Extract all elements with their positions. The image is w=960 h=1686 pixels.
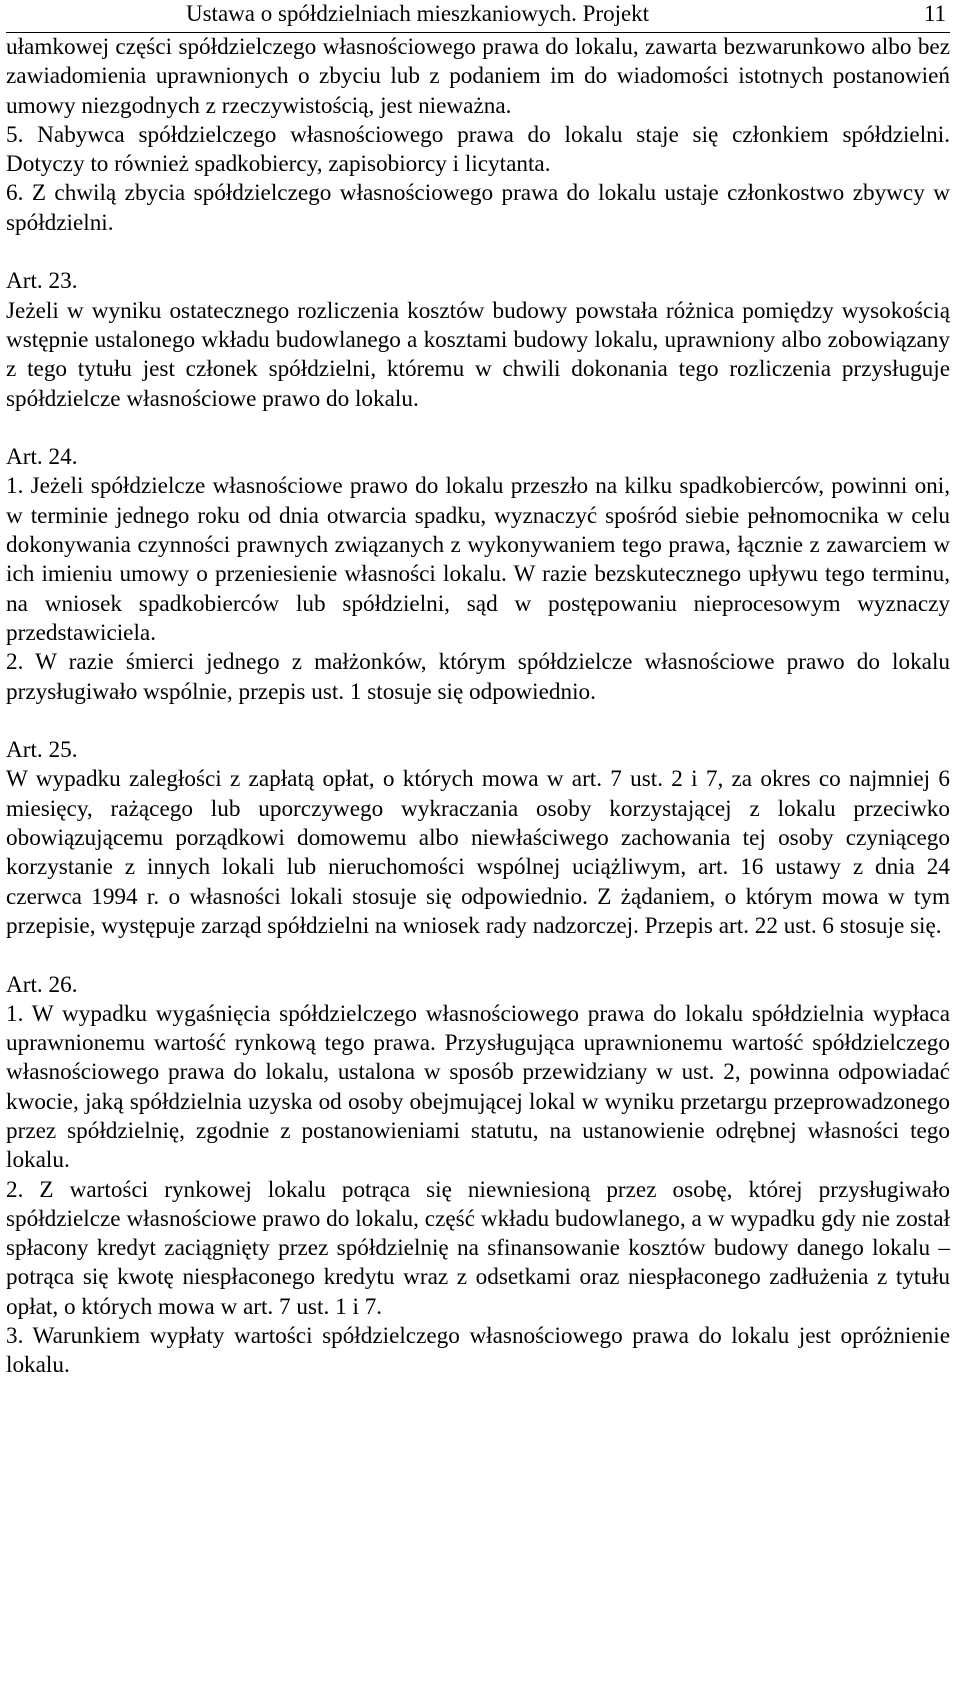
article-23-text: Jeżeli w wyniku ostatecznego rozliczenia kosztów budowy powstała różnica pomiędzy wysokością wstępnie ustalonego wkładu budowlanego a kosztami budowy lokalu, uprawniony albo zobowiązany z tego tytułu jest członek spółdzielni, któremu w chwili dokonania tego rozliczenia przysługuje spółdzielcze własnościowe prawo do lokalu. <box>6 297 950 412</box>
document-title: Ustawa o spółdzielniach mieszkaniowych. Projekt <box>186 1 650 26</box>
paragraph-continuation: ułamkowej części spółdzielczego własnościowego prawa do lokalu, zawarta bezwarunkowo albo bez zawiadomienia uprawnionych o zbyciu lub z podaniem im do wiadomości istotnych postanowień umowy niezgodnych z rzeczywistością, jest nieważna. <box>6 34 950 119</box>
article-25-heading: Art. 25. <box>6 737 78 764</box>
article-26-paragraph-3: 3. Warunkiem wypłaty wartości spółdzielczego własnościowego prawa do lokalu jest opróżnienie lokalu. <box>6 1323 950 1379</box>
page-number: 11 <box>923 1 946 26</box>
article-26-heading: Art. 26. <box>6 971 78 998</box>
article-24-paragraph-1: 1. Jeżeli spółdzielcze własnościowe prawo do lokalu przeszło na kilku spadkobierców, powinni oni, w terminie jednego roku od dnia otwarcia spadku, wyznaczyć spośród siebie pełnomocnika w celu dokonywania czynności prawnych związanych z wykonywaniem tego prawa, łącznie z zawarciem w ich imieniu umowy o przeniesienie własności lokalu. W razie bezskutecznego upływu tego terminu, na wniosek spadkobierców lub spółdzielni, sąd w postępowaniu nieprocesowym wyznaczy przedstawiciela. <box>6 473 950 646</box>
document-page <box>6 0 950 1381</box>
article-25-text: W wypadku zaległości z zapłatą opłat, o których mowa w art. 7 ust. 2 i 7, za okres co najmniej 6 miesięcy, rażącego lub uporczywego wykraczania osoby korzystającej z lokalu przeciwko obowiązującemu porządkowi domowemu albo niewłaściwego zachowania tej osoby czyniącego korzystanie z innych lokali lub nieruchomości wspólnej uciążliwym, art. 16 ustawy z dnia 24 czerwca 1994 r. o własności lokali stosuje się odpowiednio. Z żądaniem, o którym mowa w tym przepisie, występuje zarząd spółdzielni na wniosek rady nadzorczej. Przepis art. 22 ust. 6 stosuje się. <box>6 766 950 939</box>
paragraph-item-5: 5. Nabywca spółdzielczego własnościowego prawa do lokalu staje się członkiem spółdzielni. Dotyczy to również spadkobiercy, zapisobiorcy i licytanta. <box>6 121 950 178</box>
article-23-heading: Art. 23. <box>6 268 78 295</box>
article-24-heading: Art. 24. <box>6 444 78 471</box>
document-body <box>6 33 950 1381</box>
paragraph-item-6: 6. Z chwilą zbycia spółdzielczego własnościowego prawa do lokalu ustaje członkostwo zbywcy w spółdzielni. <box>6 180 950 236</box>
article-26-paragraph-1: 1. W wypadku wygaśnięcia spółdzielczego własnościowego prawa do lokalu spółdzielnia wypłaca uprawnionemu wartość rynkową tego prawa. Przysługująca uprawnionemu wartość spółdzielczego własnościowego prawa do lokalu, ustalona w sposób przewidziany w ust. 2, powinna odpowiadać kwocie, jaką spółdzielnia uzyska od osoby obejmującej lokal w wyniku przetargu przeprowadzonego przez spółdzielnię, zgodnie z postanowieniami statutu, na ustanowienie odrębnej własności tego lokalu. <box>6 1000 950 1174</box>
article-24-paragraph-2: 2. W razie śmierci jednego z małżonków, którym spółdzielcze własnościowe prawo do lokalu przysługiwało wspólnie, przepis ust. 1 stosuje się odpowiednio. <box>6 649 950 705</box>
article-26-paragraph-2: 2. Z wartości rynkowej lokalu potrąca się niewniesioną przez osobę, której przysługiwało spółdzielcze własnościowe prawo do lokalu, część wkładu budowlanego, a w wypadku gdy nie został spłacony kredyt zaciągnięty przez spółdzielnię na sfinansowanie kosztów budowy danego lokalu – potrąca się kwotę niespłaconego kredytu wraz z odsetkami oraz niespłaconego zadłużenia z tytułu opłat, o których mowa w art. 7 ust. 1 i 7. <box>6 1176 950 1320</box>
running-header <box>6 0 950 33</box>
